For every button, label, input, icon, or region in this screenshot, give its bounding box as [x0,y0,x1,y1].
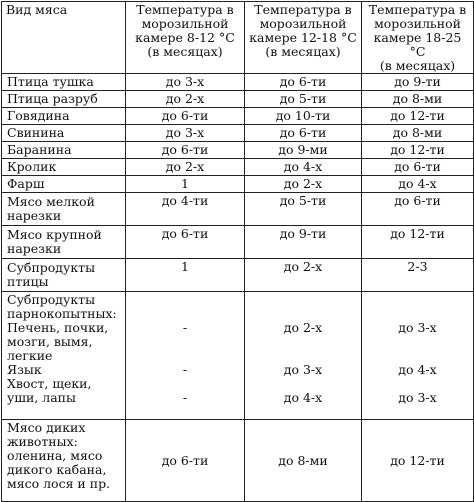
cell-value: до 12-ти [362,108,474,125]
cell-value: до 5-ти [245,193,362,226]
cell-value: до 4-х [245,159,362,176]
cell-value: до 9-ми [245,142,362,159]
meat-name: Говядина [2,108,126,125]
cell-value: до 8-ми [362,125,474,142]
cell-value: до 9-ти [362,74,474,91]
cell-value: до 9-ти [245,226,362,259]
cell-value: до 6-ти [126,108,245,125]
table-row [2,259,474,292]
meat-name: Птица разруб [2,91,126,108]
cell-value: до 3-х [126,125,245,142]
cell-value: до 6-ти [245,125,362,142]
table-row-wild [2,420,474,502]
cell-value: до 2-х [245,259,362,292]
meat-name: Мясо крупной нарезки [2,226,126,259]
table-row [2,226,474,259]
cell-value: до 12-ти [362,226,474,259]
meat-name: Субпродукты парнокопытных: Печень, почки, мозги, вымя, легкие Язык Хвост, щеки, уши, лапы [2,292,126,420]
cell-value: до 3-х до 4-х до 3-х [362,292,474,420]
cell-value: до 4-х [362,176,474,193]
cell-value: до 8-ми [245,420,362,502]
cell-value: до 2-х [126,91,245,108]
cell-value: до 6-ти [362,193,474,226]
meat-name: Птица тушка [2,74,126,91]
cell-value: 2-3 [362,259,474,292]
cell-value: до 5-ти [245,91,362,108]
meat-name: Мясо диких животных: оленина, мясо дикого кабана, мясо лося и пр. [2,420,126,502]
cell-value: до 6-ти [126,142,245,159]
cell-value: до 6-ти [362,159,474,176]
table-row [2,176,474,193]
header-temp-12-18: Температура в морозильной камере 12-18 °С (в месяцах) [245,2,362,74]
cell-value: 1 [126,259,245,292]
cell-value: до 3-х [126,74,245,91]
meat-name: Кролик [2,159,126,176]
table-row-offal [2,292,474,420]
meat-name: Мясо мелкой нарезки [2,193,126,226]
table-row [2,159,474,176]
cell-value: до 6-ти [126,226,245,259]
header-row [2,2,474,74]
cell-value: до 2-х [245,176,362,193]
meat-name: Баранина [2,142,126,159]
cell-value: до 2-х [126,159,245,176]
table-row [2,91,474,108]
cell-value: до 12-ти [362,142,474,159]
header-meat-type: Вид мяса [2,2,126,74]
cell-value: до 6-ти [245,74,362,91]
cell-value: - - - [126,292,245,420]
cell-value: до 4-ти [126,193,245,226]
table-row [2,142,474,159]
cell-value: до 8-ми [362,91,474,108]
cell-value: до 12-ти [362,420,474,502]
cell-value: 1 [126,176,245,193]
cell-value: до 10-ти [245,108,362,125]
header-temp-18-25: Температура в морозильной камере 18-25 °С (в месяцах) [362,2,474,74]
table-row [2,108,474,125]
meat-storage-table [1,1,474,502]
meat-name: Свинина [2,125,126,142]
cell-value: до 2-х до 3-х до 4-х [245,292,362,420]
table-row [2,74,474,91]
table-row [2,193,474,226]
cell-value: до 6-ти [126,420,245,502]
meat-name: Субпродукты птицы [2,259,126,292]
header-temp-8-12: Температура в морозильной камере 8-12 °С (в месяцах) [126,2,245,74]
table-row [2,125,474,142]
meat-name: Фарш [2,176,126,193]
